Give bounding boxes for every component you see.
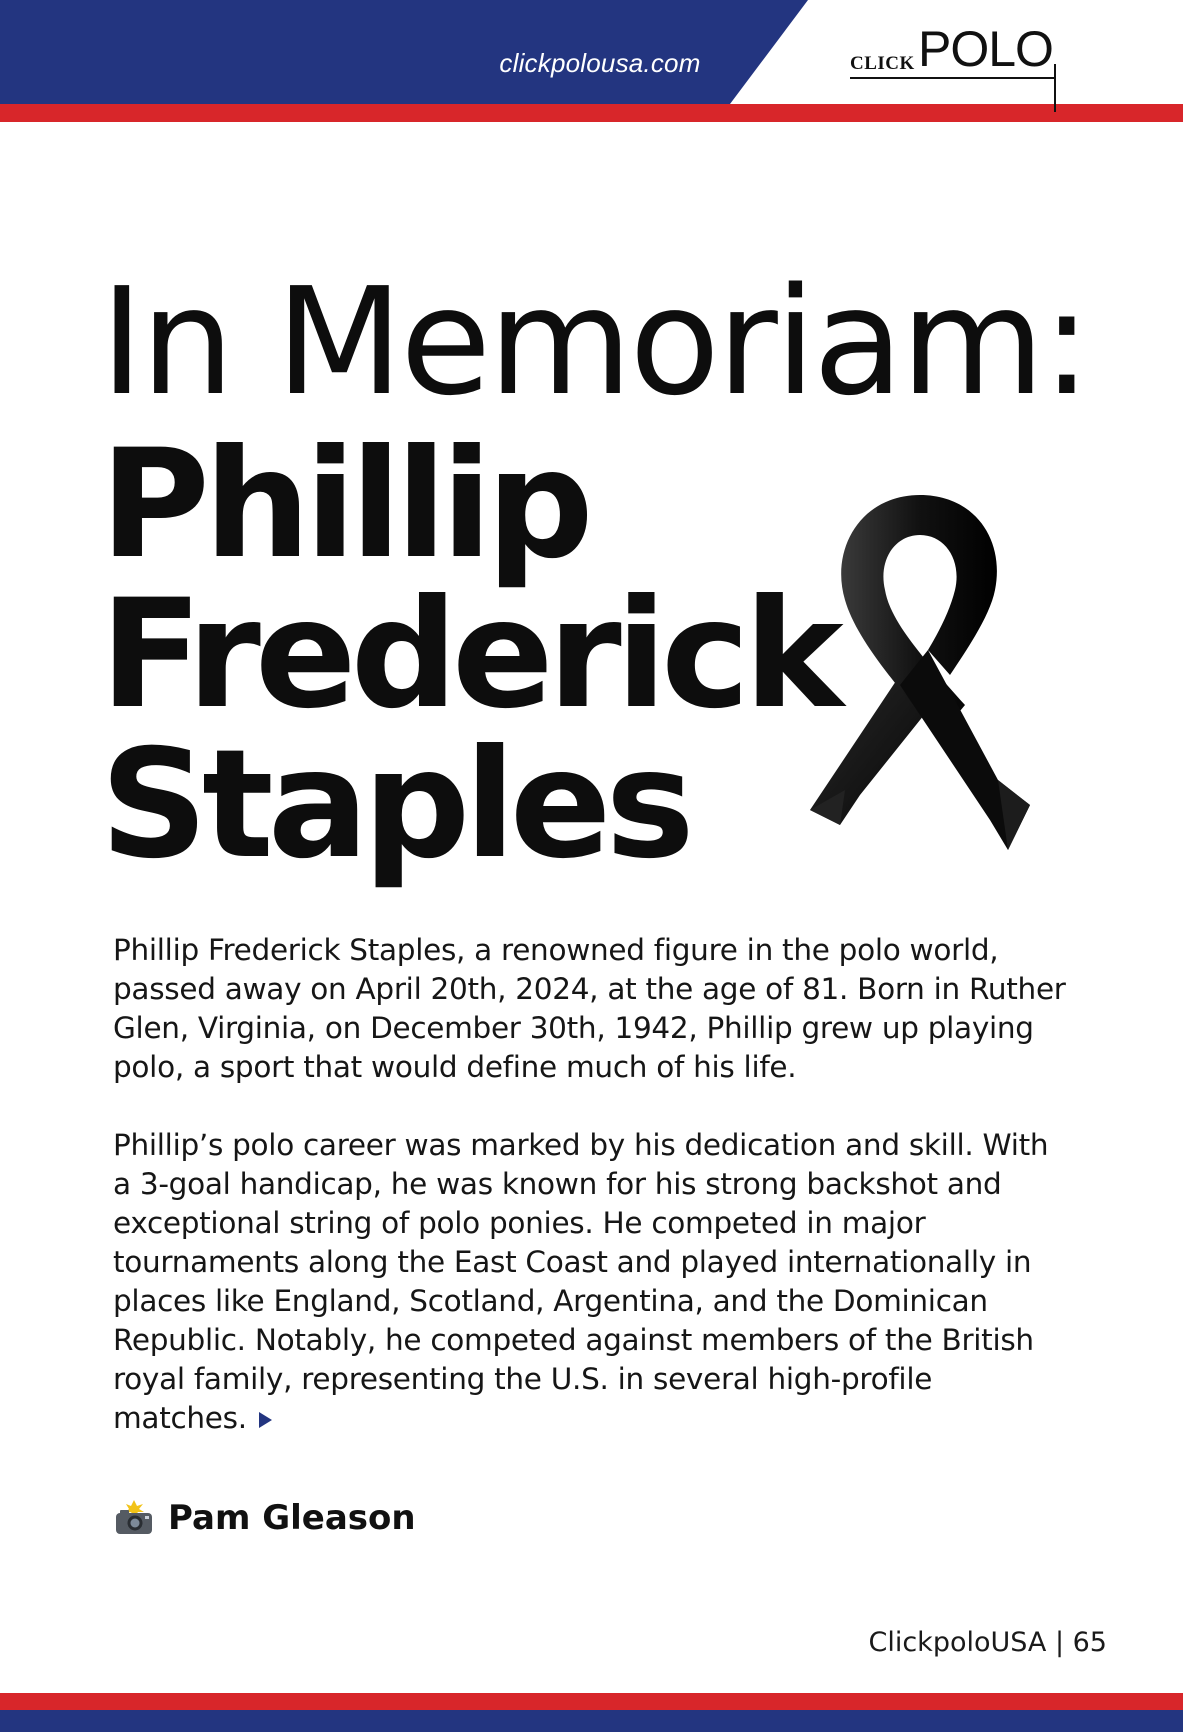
logo-underline	[850, 77, 1056, 79]
continue-arrow-icon[interactable]	[259, 1412, 272, 1428]
logo-click-text: CLICK	[850, 53, 915, 74]
footer-red-stripe	[0, 1693, 1183, 1710]
logo-mallet-stick	[1054, 64, 1056, 112]
article-paragraph-2	[113, 1126, 1073, 1438]
camera-flash-icon	[114, 1500, 154, 1536]
black-ribbon-icon	[790, 490, 1050, 890]
article-paragraph-2-text: Phillip’s polo career was marked by his dedication and skill. With a 3-goal handicap, he was known for his strong backshot and exceptional string of polo ponies. He competed in major tournaments along the East Coast and played internationally in places like England, Scotland, Argentina, and the Dominican Republic. Notably, he competed against members of the British royal family, representing the U.S. in several high-profile matches.	[113, 1128, 1049, 1435]
honoree-name-line-2: Frederick	[100, 568, 838, 742]
footer-blue-stripe	[0, 1710, 1183, 1732]
photo-credit	[114, 1496, 416, 1540]
article-title: In Memoriam:	[100, 256, 1089, 428]
footer-stripes	[0, 1693, 1183, 1732]
clickpolo-logo[interactable]	[850, 21, 1060, 94]
page-header	[0, 0, 1183, 122]
honoree-name-line-3: Staples	[100, 718, 689, 892]
honoree-name-line-1: Phillip	[100, 418, 588, 592]
logo-polo-text: POLO	[918, 21, 1053, 77]
photographer-name: Pam Gleason	[168, 1498, 416, 1538]
article-paragraph-1: Phillip Frederick Staples, a renowned figure in the polo world, passed away on April 20th, 2024, at the age of 81. Born in Ruther Glen, Virginia, on December 30th, 1942, Phillip grew up playing polo, a sport that would define much of his life.	[113, 933, 1066, 1084]
site-url-link[interactable]: clickpolousa.com	[499, 48, 701, 78]
publication-page-number: ClickpoloUSA | 65	[868, 1627, 1107, 1658]
